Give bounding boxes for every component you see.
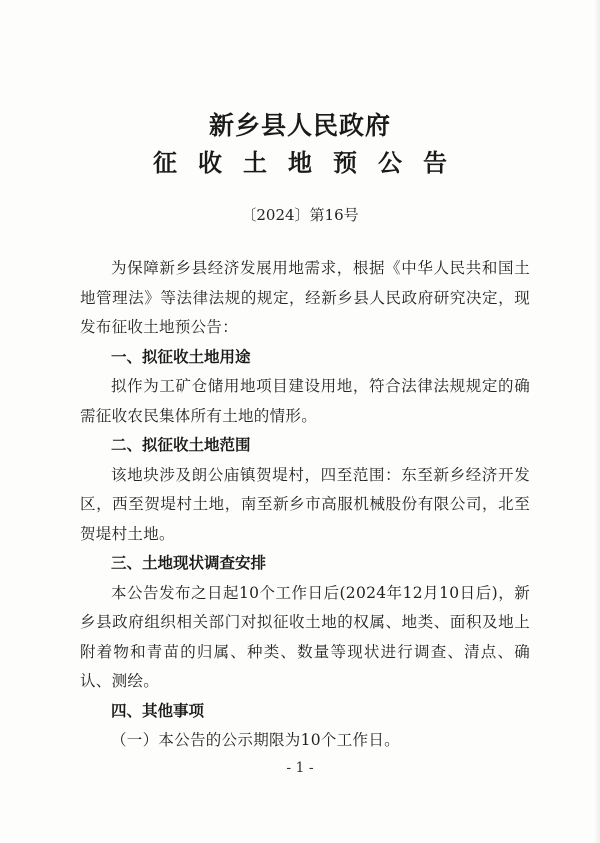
section-body-land-scope: 该地块涉及朗公庙镇贺堤村，四至范围：东至新乡经济开发区，西至贺堤村土地，南至新乡市高服机械股份有限公司，北至贺堤村土地。 bbox=[80, 465, 530, 543]
intro-paragraph: 为保障新乡县经济发展用地需求，根据《中华人民共和国土地管理法》等法律法规的规定，经新乡县人民政府研究决定，现发布征收土地预公告： bbox=[80, 259, 530, 336]
section-heading-other-matters: 四、其他事项 bbox=[111, 701, 205, 720]
document-body bbox=[80, 254, 530, 756]
page-number: - 1 - bbox=[286, 760, 314, 776]
section-heading-land-scope: 二、拟征收土地范围 bbox=[111, 436, 251, 454]
section-heading-land-use: 一、拟征收土地用途 bbox=[111, 347, 251, 366]
section-heading-survey-arrangement: 三、土地现状调查安排 bbox=[111, 554, 267, 572]
section-body-other-matters: （一）本公告的公示期限为10个工作日。 bbox=[111, 731, 400, 749]
issuer-title: 新乡县人民政府 bbox=[208, 111, 391, 140]
notice-title: 征收土地预公告 bbox=[153, 148, 468, 177]
document-number: 〔2024〕第16号 bbox=[241, 206, 359, 224]
section-body-land-use: 拟作为工矿仓储用地项目建设用地，符合法律法规规定的确需征收农民集体所有土地的情形。 bbox=[80, 377, 530, 425]
section-body-survey-arrangement: 本公告发布之日起10个工作日后(2024年12月10日后)，新乡县政府组织相关部门对拟征收土地的权属、地类、面积及地上附着物和青苗的归属、种类、数量等现状进行调查、清点、确认、测绘。 bbox=[80, 583, 530, 690]
